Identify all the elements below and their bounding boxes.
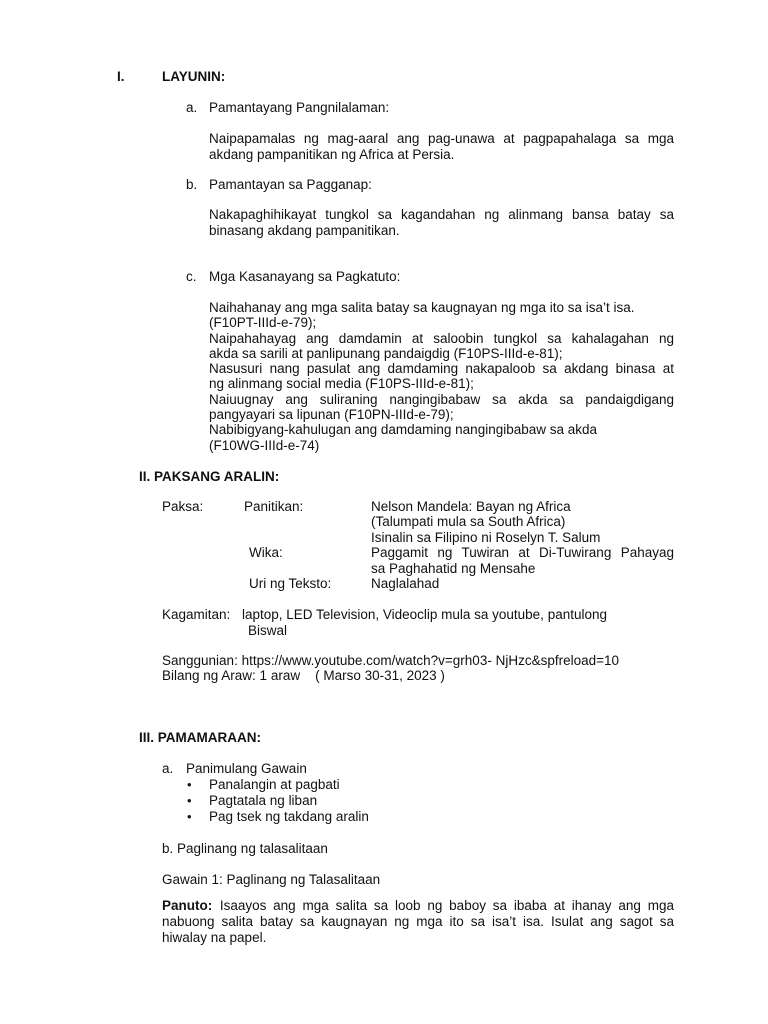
competency-line: Naiuugnay ang suliraning nangingibabaw sa akda sa pandaigdigang bbox=[209, 392, 674, 407]
panuto-line: nabuong salita batay sa kaugnayan ng mga ito sa isa’t isa. Isulat ang sagot sa bbox=[162, 914, 674, 929]
item-label-b: b. bbox=[186, 177, 198, 192]
kagamitan-label: Kagamitan: bbox=[162, 607, 231, 622]
list-item: Pag tsek ng takdang aralin bbox=[209, 809, 369, 824]
wika-value: sa Paghahatid ng Mensahe bbox=[371, 561, 536, 576]
panitikan-value: Nelson Mandela: Bayan ng Africa bbox=[371, 499, 571, 514]
gawain-title: Gawain 1: Paglinang ng Talasalitaan bbox=[162, 872, 381, 887]
section-title-pamamaraan: III. PAMAMARAAN: bbox=[139, 730, 261, 745]
paragraph-line: akdang pampanitikan ng Africa at Persia. bbox=[209, 147, 455, 162]
item-label-a: a. bbox=[162, 761, 174, 776]
item-title-c: Mga Kasanayang sa Pagkatuto: bbox=[209, 269, 401, 284]
kagamitan-value: Biswal bbox=[248, 623, 288, 638]
panitikan-value: (Talumpati mula sa South Africa) bbox=[371, 514, 566, 529]
section-title-paksang-aralin: II. PAKSANG ARALIN: bbox=[139, 469, 280, 484]
competency-line: Nasusuri nang pasulat ang damdaming nakapaloob sa akdang binasa at bbox=[209, 361, 674, 376]
wika-value: Paggamit ng Tuwiran at Di-Tuwirang Pahayag bbox=[371, 545, 674, 560]
bilang-ng-araw: Bilang ng Araw: 1 araw ( Marso 30-31, 2023 ) bbox=[162, 668, 445, 683]
panuto-line: Isaayos ang mga salita sa loob ng baboy sa ibaba at ihanay ang mga bbox=[213, 898, 674, 913]
bullet-icon: • bbox=[187, 809, 192, 824]
list-item: Panalangin at pagbati bbox=[209, 777, 340, 792]
section-number: I. bbox=[117, 69, 125, 84]
competency-line: Naihahanay ang mga salita batay sa kaugnayan ng mga ito sa isa’t isa. bbox=[209, 300, 635, 315]
bullet-icon: • bbox=[187, 793, 192, 808]
paksa-label: Paksa: bbox=[162, 499, 204, 514]
item-title-paglinang: b. Paglinang ng talasalitaan bbox=[162, 841, 328, 856]
section-title-layunin: LAYUNIN: bbox=[162, 69, 226, 84]
competency-line: (F10WG-IIId-e-74) bbox=[209, 438, 320, 453]
bullet-icon: • bbox=[187, 777, 192, 792]
panitikan-label: Panitikan: bbox=[244, 499, 304, 514]
list-item: Pagtatala ng liban bbox=[209, 793, 318, 808]
item-title-a: Pamantayang Pangnilalaman: bbox=[209, 100, 390, 115]
competency-line: akda sa sarili at panlipunang pandaigdig (F10PS-IIId-e-81); bbox=[209, 346, 563, 361]
wika-label: Wika: bbox=[249, 545, 283, 560]
competency-line: Naipahahayag ang damdamin at saloobin tungkol sa kahalagahan ng bbox=[209, 331, 674, 346]
uri-label: Uri ng Teksto: bbox=[249, 576, 332, 591]
item-title-panimulang-gawain: Panimulang Gawain bbox=[186, 761, 307, 776]
panuto-line: hiwalay na papel. bbox=[162, 930, 267, 945]
item-title-b: Pamantayan sa Pagganap: bbox=[209, 177, 372, 192]
competency-line: Nabibigyang-kahulugan ang damdaming nangingibabaw sa akda bbox=[209, 422, 598, 437]
panitikan-value: Isinalin sa Filipino ni Roselyn T. Salum bbox=[371, 530, 601, 545]
item-label-a: a. bbox=[186, 100, 198, 115]
competency-line: ng alinmang social media (F10PS-IIId-e-81); bbox=[209, 376, 474, 391]
uri-value: Naglalahad bbox=[371, 576, 440, 591]
competency-line: (F10PT-IIId-e-79); bbox=[209, 315, 317, 330]
paragraph-line: binasang akdang pampanitikan. bbox=[209, 223, 400, 238]
paragraph-line: Naipapamalas ng mag-aaral ang pag-unawa at pagpapahalaga sa mga bbox=[209, 131, 674, 146]
kagamitan-value: laptop, LED Television, Videoclip mula sa youtube, pantulong bbox=[242, 607, 607, 622]
panuto-label: Panuto: bbox=[162, 898, 213, 913]
competency-line: pangyayari sa lipunan (F10PN-IIId-e-79); bbox=[209, 407, 454, 422]
item-label-c: c. bbox=[186, 269, 197, 284]
sanggunian: Sanggunian: https://www.youtube.com/watch?v=grh03- NjHzc&spfreload=10 bbox=[162, 653, 620, 668]
paragraph-line: Nakapaghihikayat tungkol sa kagandahan ng alinmang bansa batay sa bbox=[209, 207, 674, 222]
